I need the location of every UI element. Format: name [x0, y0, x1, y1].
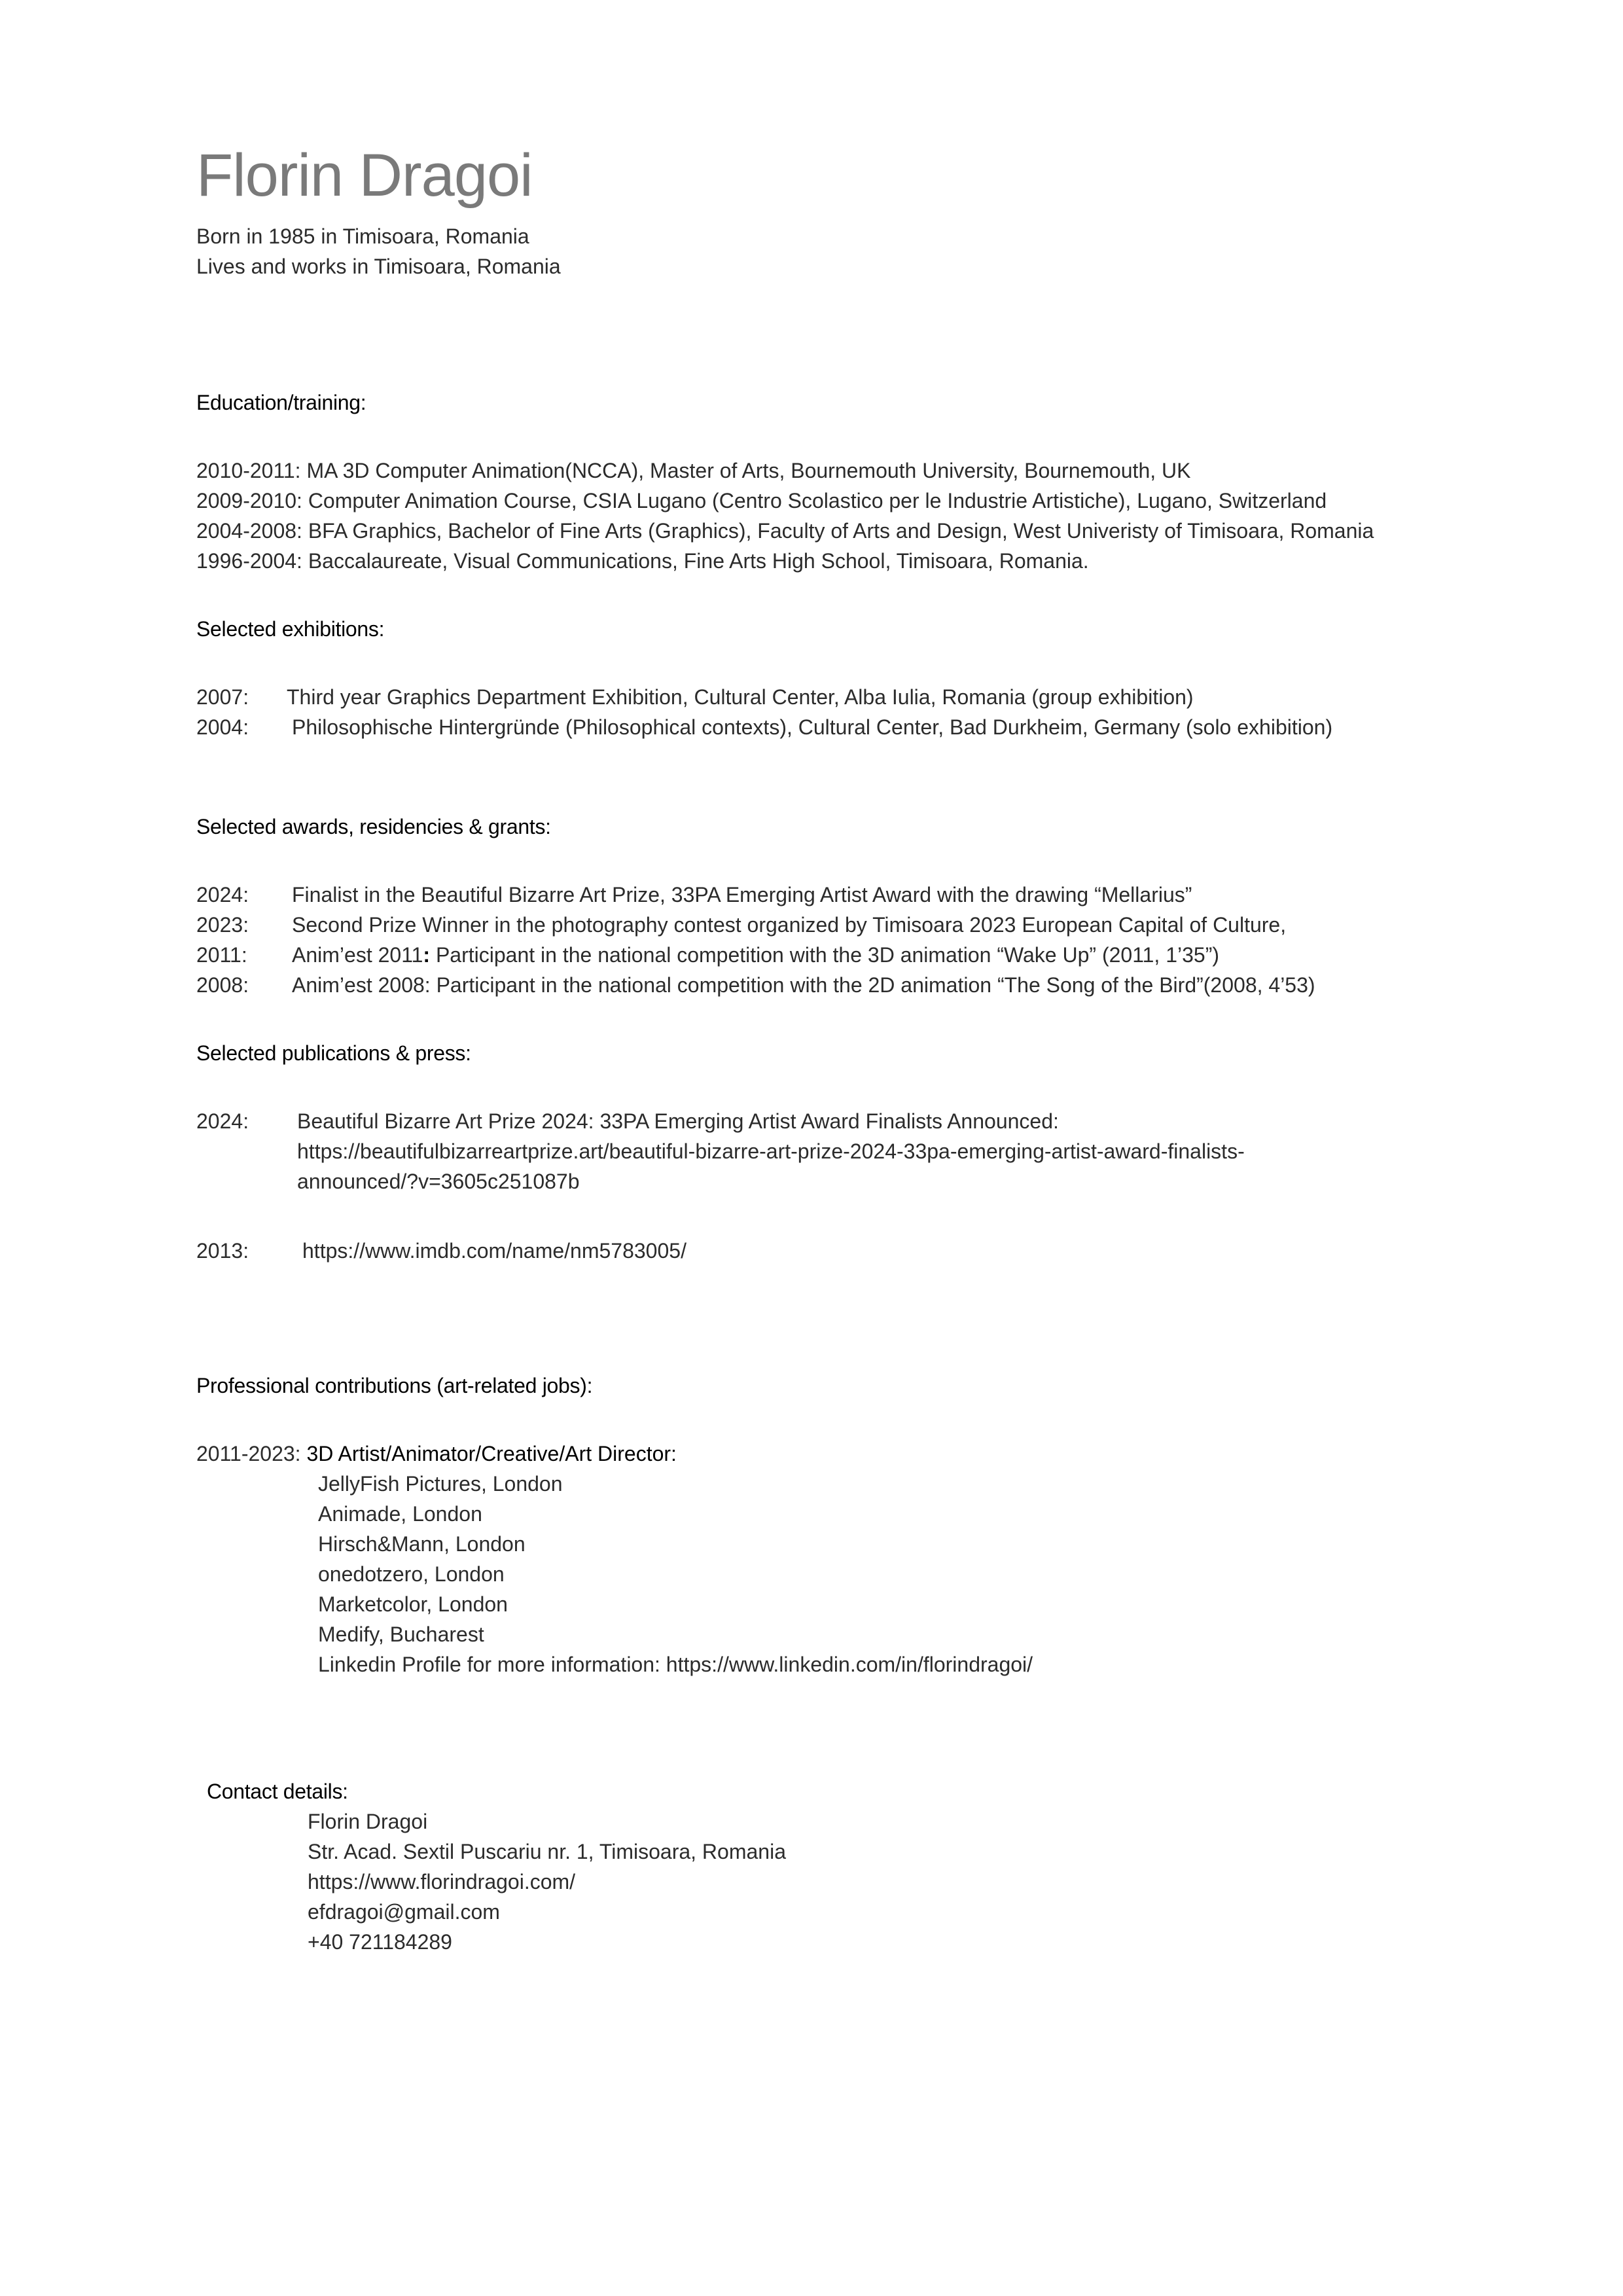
award-text: Second Prize Winner in the photography contest organized by Timisoara 2023 European Capital of Culture, — [292, 913, 1287, 937]
education-item: 2004-2008: BFA Graphics, Bachelor of Fine Arts (Graphics), Faculty of Arts and Design, West Univeristy of Timisoara, Romania — [196, 519, 1374, 543]
contact-heading: Contact details: — [207, 1780, 348, 1803]
birth-info: Born in 1985 in Timisoara, Romania — [196, 224, 529, 248]
publication-link[interactable]: https://www.imdb.com/name/nm5783005/ — [302, 1239, 687, 1263]
linkedin-line[interactable]: Linkedin Profile for more information: https://www.linkedin.com/in/florindragoi/ — [318, 1653, 1033, 1676]
awards-heading: Selected awards, residencies & grants: — [196, 815, 551, 838]
exhibition-year: 2004: — [196, 715, 249, 739]
company-item: Marketcolor, London — [318, 1592, 508, 1616]
professional-role: 3D Artist/Animator/Creative/Art Director: — [306, 1442, 677, 1465]
award-text-colon: : — [423, 943, 431, 967]
contact-website[interactable]: https://www.florindragoi.com/ — [308, 1870, 576, 1893]
publication-year: 2024: — [196, 1109, 249, 1133]
award-text-rest: Participant in the national competition with the 3D animation “Wake Up” (2011, 1’35”) — [430, 943, 1219, 967]
education-item: 2010-2011: MA 3D Computer Animation(NCCA), Master of Arts, Bournemouth University, Bournemouth, UK — [196, 459, 1191, 482]
contact-phone: +40 721184289 — [308, 1930, 452, 1954]
exhibition-text: Third year Graphics Department Exhibition, Cultural Center, Alba Iulia, Romania (group exhibition) — [287, 685, 1194, 709]
education-item: 1996-2004: Baccalaureate, Visual Communications, Fine Arts High School, Timisoara, Romania. — [196, 549, 1089, 573]
publication-link-cont[interactable]: announced/?v=3605c251087b — [297, 1170, 580, 1193]
award-text: Finalist in the Beautiful Bizarre Art Prize, 33PA Emerging Artist Award with the drawing “Mellarius” — [292, 883, 1192, 906]
company-item: Animade, London — [318, 1502, 482, 1526]
award-year: 2023: — [196, 913, 249, 937]
award-text — [292, 940, 1219, 970]
award-text-title: Anim’est 2011 — [292, 943, 423, 967]
contact-email[interactable]: efdragoi@gmail.com — [308, 1900, 500, 1924]
company-item: Medify, Bucharest — [318, 1623, 484, 1646]
company-item: JellyFish Pictures, London — [318, 1472, 563, 1496]
professional-heading: Professional contributions (art-related jobs): — [196, 1374, 593, 1397]
award-year: 2008: — [196, 973, 249, 997]
contact-address: Str. Acad. Sextil Puscariu nr. 1, Timisoara, Romania — [308, 1840, 786, 1863]
residence-info: Lives and works in Timisoara, Romania — [196, 255, 561, 278]
company-item: Hirsch&Mann, London — [318, 1532, 526, 1556]
page-title: Florin Dragoi — [196, 142, 533, 209]
award-year: 2011: — [196, 943, 247, 967]
publications-heading: Selected publications & press: — [196, 1041, 471, 1065]
company-item: onedotzero, London — [318, 1562, 505, 1586]
award-year: 2024: — [196, 883, 249, 906]
contact-name: Florin Dragoi — [308, 1810, 428, 1833]
education-item: 2009-2010: Computer Animation Course, CSIA Lugano (Centro Scolastico per le Industrie Artistiche), Lugano, Switzerland — [196, 489, 1327, 512]
publication-link[interactable]: https://beautifulbizarreartprize.art/beautiful-bizarre-art-prize-2024-33pa-emerging-artist-award-finalists- — [297, 1139, 1245, 1163]
exhibition-text: Philosophische Hintergründe (Philosophical contexts), Cultural Center, Bad Durkheim, Germany (solo exhibition) — [292, 715, 1333, 739]
exhibition-year: 2007: — [196, 685, 249, 709]
publication-year: 2013: — [196, 1239, 249, 1263]
education-heading: Education/training: — [196, 391, 366, 414]
exhibitions-heading: Selected exhibitions: — [196, 617, 385, 641]
publication-text: Beautiful Bizarre Art Prize 2024: 33PA Emerging Artist Award Finalists Announced: — [297, 1109, 1059, 1133]
award-text: Anim’est 2008: Participant in the national competition with the 2D animation “The Song of the Bird”(2008, 4’53) — [292, 973, 1315, 997]
professional-period: 2011-2023: — [196, 1442, 301, 1465]
professional-role-line — [196, 1439, 677, 1469]
